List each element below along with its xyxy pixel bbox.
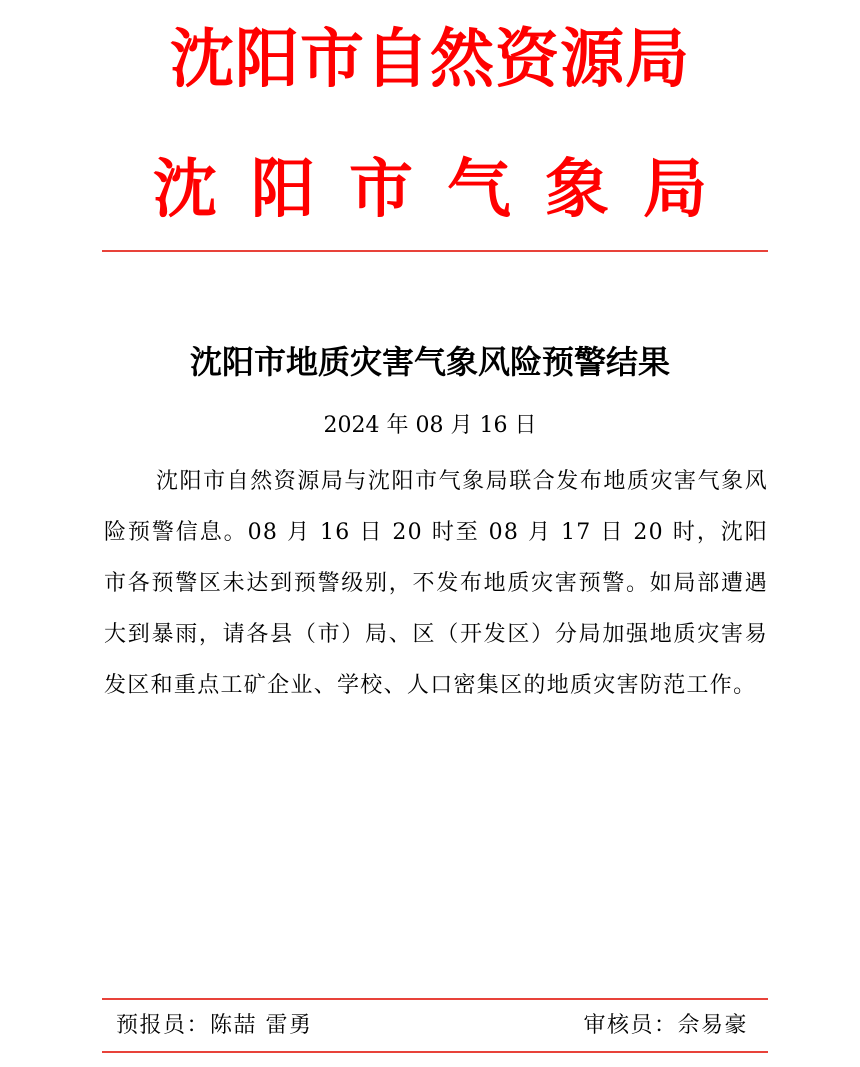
footer-divider-top [102,998,768,1000]
document-title: 沈阳市地质灾害气象风险预警结果 [189,343,670,381]
agency-name-natural-resources: 沈阳市自然资源局 [170,22,690,97]
agency-name-meteorological: 沈阳市气象局 [153,152,741,227]
reviewer-label: 审核员：佘易豪 [583,1013,748,1038]
forecaster-label: 预报员：陈喆 雷勇 [116,1013,313,1038]
header-divider [102,250,768,252]
document-date: 2024 年 08 月 16 日 [323,413,537,438]
document-body: 沈阳市自然资源局与沈阳市气象局联合发布地质灾害气象风险预警信息。08 月 16 日 20 时至 08 月 17 日 20 时，沈阳市各预警区未达到预警级别，不发布地质灾害预警。如局部遭遇大到暴雨，请各县（市）局、区（开发区）分局加强地质灾害易发区和重点工矿企业、学校、人口密集区的地质灾害防范工作。 [104,469,768,698]
footer-divider-bottom [102,1051,768,1053]
